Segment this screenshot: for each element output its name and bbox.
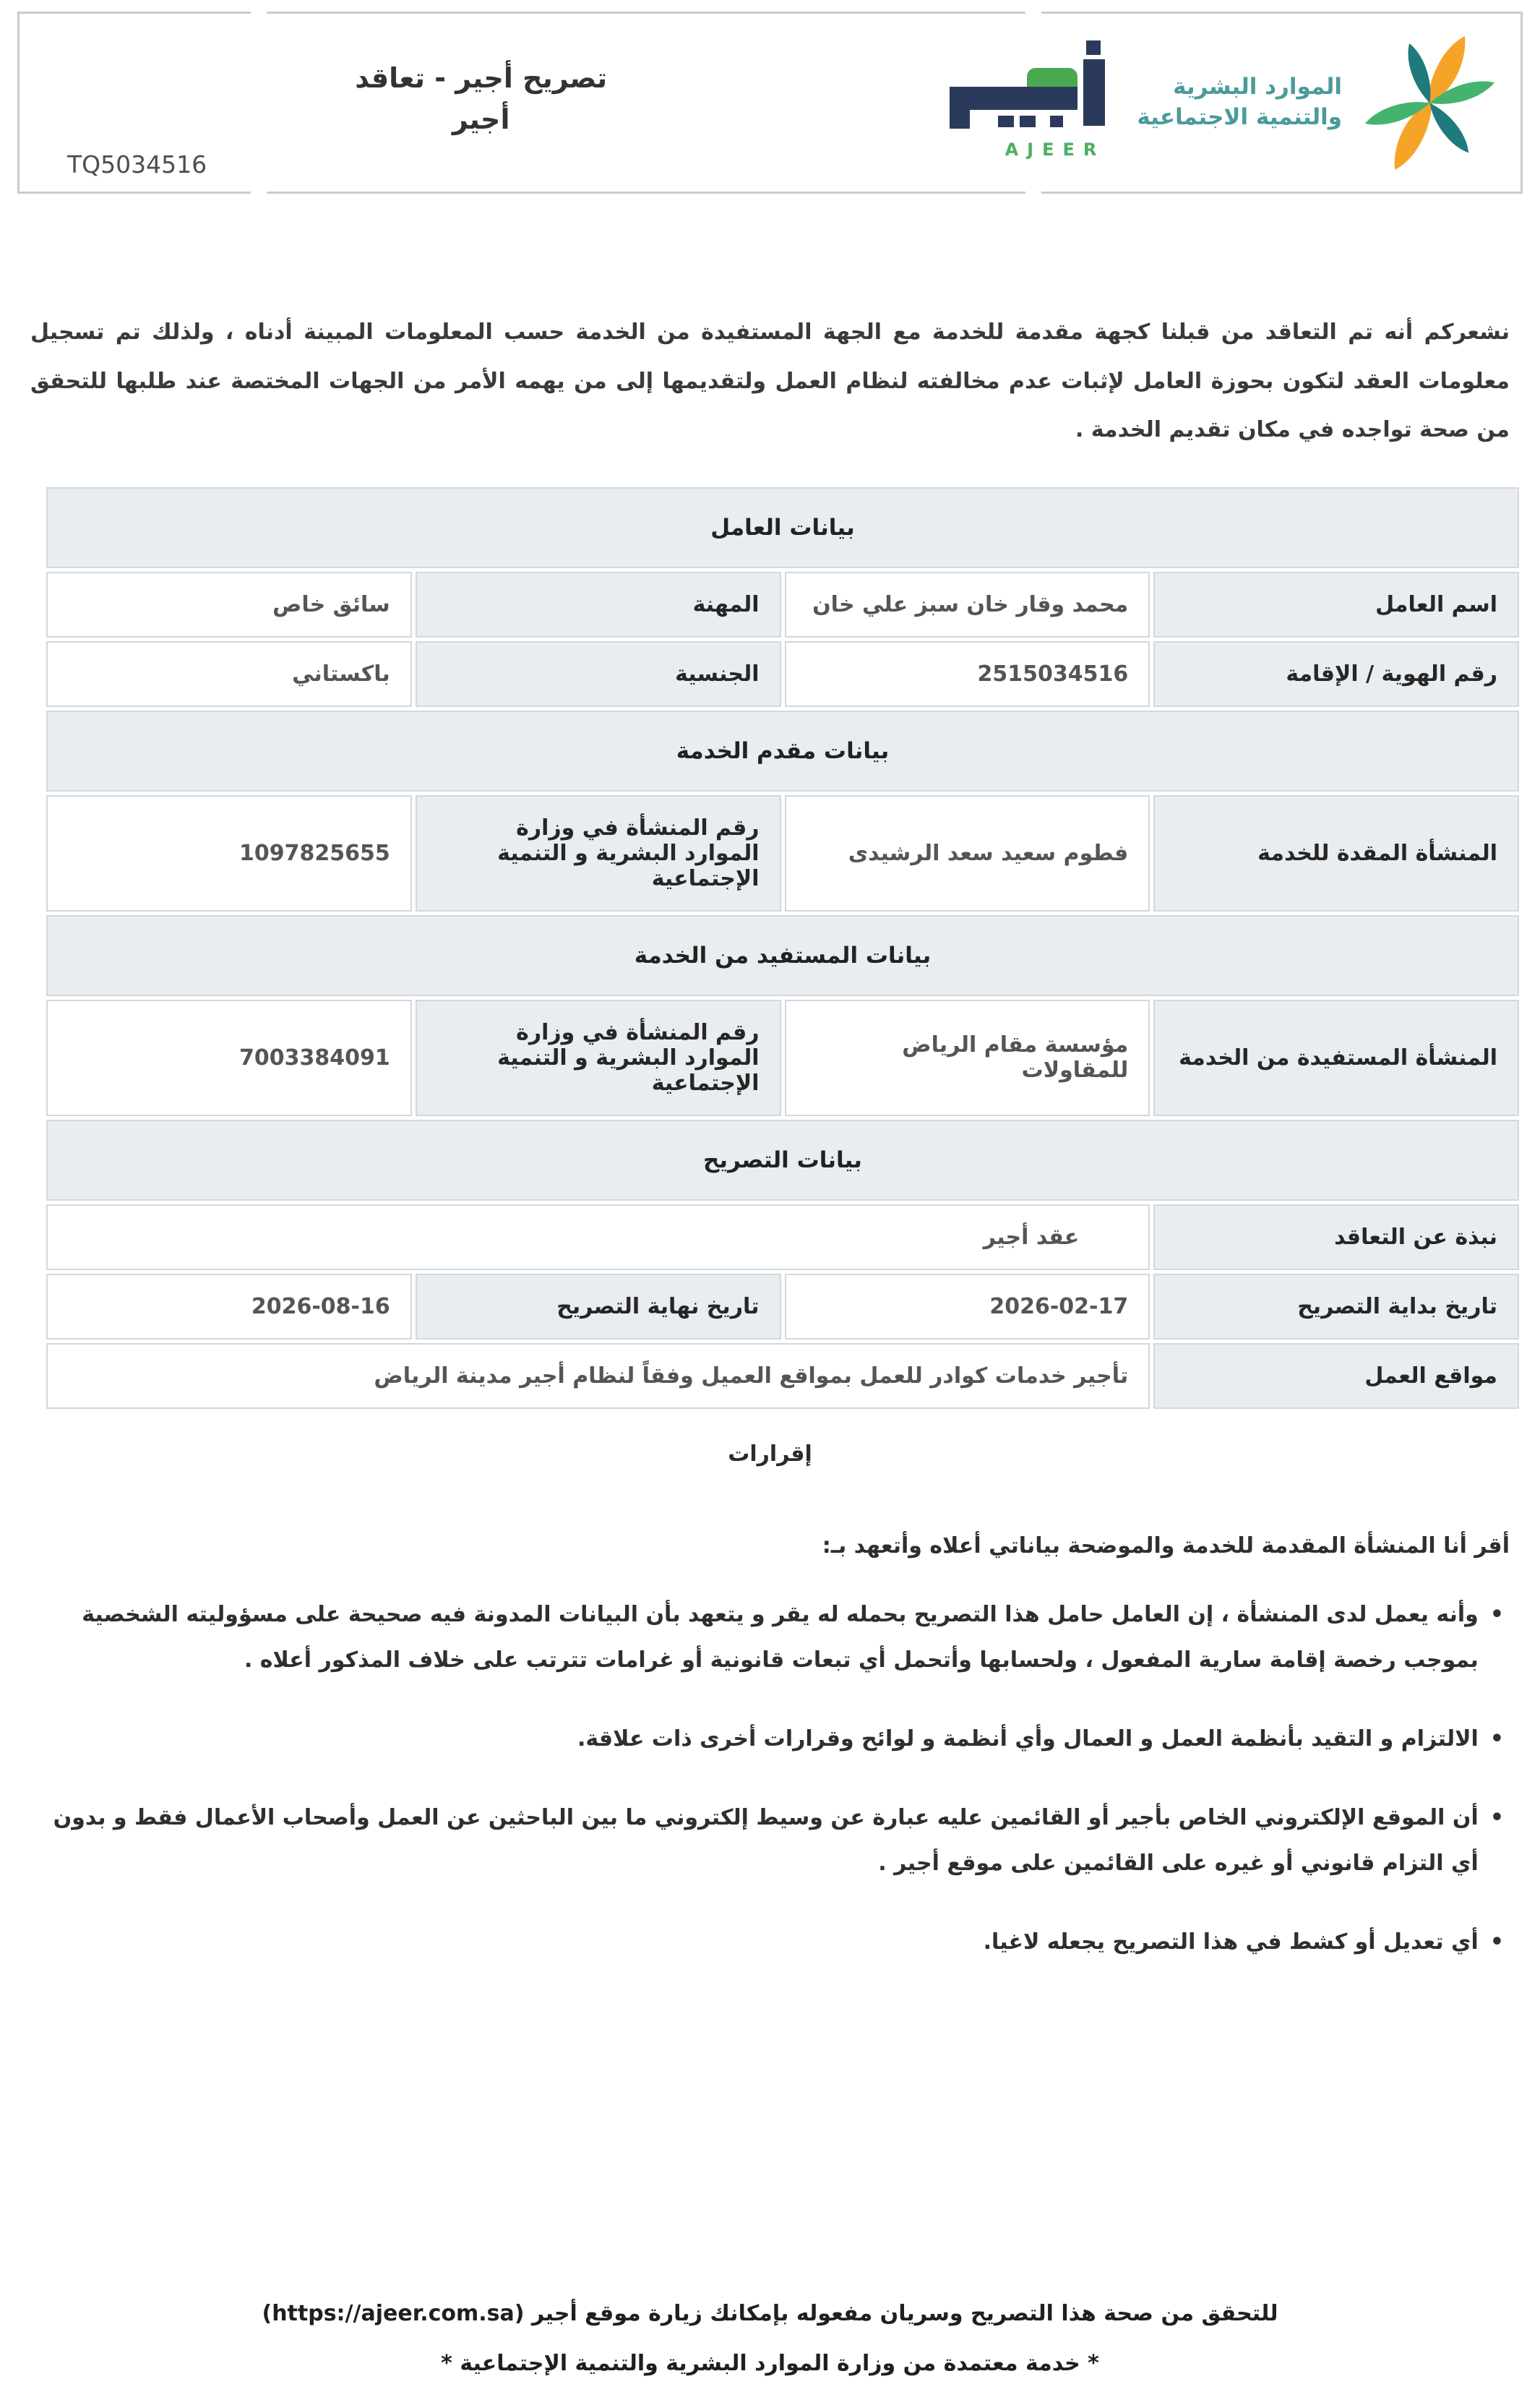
worker-name-label: اسم العامل: [1153, 572, 1519, 638]
id-number-value: 2515034516: [785, 641, 1150, 707]
section-header-permit: [46, 1120, 1519, 1201]
ajeer-logo-icon: [950, 40, 1105, 129]
table-row: [46, 641, 1519, 707]
provider-mol-number-value: 1097825655: [46, 795, 412, 912]
intro-paragraph: نشعركم أنه تم التعاقد من قبلنا كجهة مقدمة للخدمة مع الجهة المستفيدة من الخدمة حسب المعلومات المبينة أدناه ، ولذلك تم تسجيل معلومات العقد لتكون بحوزة العامل لإثبات عدم مخالفته لنظام العمل ولتقديمها إلى من يهمه الأمر من الجهات المختصة عند طلبها للتحقق من صحة تواجده في مكان تقديم الخدمة .: [30, 320, 1510, 442]
contract-summary-value: عقد أجير: [46, 1204, 1150, 1270]
provider-mol-number-label: رقم المنشأة في وزارة الموارد البشرية و التنمية الإجتماعية: [416, 795, 781, 912]
document-header: [17, 12, 1523, 194]
declaration-text: أن الموقع الإلكتروني الخاص بأجير أو القائمين عليه عبارة عن وسيط إلكتروني ما بين الباحثين عن العمل وأصحاب الأعمال فقط و بدون أي التزام قانوني أو غيره على القائمين على موقع أجير .: [53, 1804, 1479, 1876]
declaration-text: الالتزام و التقيد بأنظمة العمل و العمال وأي أنظمة و لوائح وقرارات أخرى ذات علاقة.: [577, 1726, 1479, 1752]
beneficiary-establishment-value: مؤسسة مقام الرياض للمقاولات: [785, 1000, 1150, 1116]
nationality-value: باكستاني: [46, 641, 412, 707]
profession-label: المهنة: [416, 572, 781, 638]
list-item: [36, 1919, 1504, 1965]
ministry-logo-text-line2: والتنمية الاجتماعية: [1137, 104, 1342, 130]
beneficiary-establishment-label: المنشأة المستفيدة من الخدمة: [1153, 1000, 1519, 1116]
section-title-permit: بيانات التصريح: [46, 1120, 1519, 1201]
bullet-icon: •: [1489, 1601, 1504, 1627]
contract-summary-label: نبذة عن التعاقد: [1153, 1204, 1519, 1270]
list-item: [36, 1716, 1504, 1762]
declaration-text: وأنه يعمل لدى المنشأة ، إن العامل حامل هذا التصريح بحمله له يقر و يتعهد بأن البيانات المدونة فيه صحيحة على مسؤوليته الشخصية بموجب رخصة إقامة سارية المفعول ، ولحسابها وأتحمل أي تبعات قانونية أو غرامات تترتب على خلاف المذكور أعلاه .: [82, 1601, 1479, 1673]
provider-establishment-value: فطوم سعيد سعد الرشيدى: [785, 795, 1150, 912]
permit-start-date-value: 2026-02-17: [785, 1274, 1150, 1339]
beneficiary-mol-number-label: رقم المنشأة في وزارة الموارد البشرية و التنمية الإجتماعية: [416, 1000, 781, 1116]
work-locations-label: مواقع العمل: [1153, 1343, 1519, 1409]
section-header-provider: [46, 711, 1519, 792]
document-footer: [0, 2301, 1540, 2376]
table-row: [46, 1274, 1519, 1339]
permit-end-date-value: 2026-08-16: [46, 1274, 412, 1339]
section-title-provider: بيانات مقدم الخدمة: [46, 711, 1519, 792]
permit-end-date-label: تاريخ نهاية التصريح: [416, 1274, 781, 1339]
work-locations-value: تأجير خدمات كوادر للعمل بمواقع العميل وفقاً لنظام أجير مدينة الرياض: [46, 1343, 1150, 1409]
section-title-beneficiary: بيانات المستفيد من الخدمة: [46, 915, 1519, 996]
ajeer-logo-latin-label: AJEER: [1005, 139, 1106, 160]
bullet-icon: •: [1489, 1804, 1504, 1830]
table-row: [46, 795, 1519, 912]
permit-table: [43, 484, 1523, 1413]
ministry-logo-text: [1137, 72, 1342, 133]
section-header-worker: [46, 487, 1519, 568]
table-row: [46, 1343, 1519, 1409]
beneficiary-mol-number-value: 7003384091: [46, 1000, 412, 1116]
footer-accreditation-line: * خدمة معتمدة من وزارة الموارد البشرية والتنمية الإجتماعية *: [441, 2351, 1099, 2376]
list-item: [36, 1795, 1504, 1886]
header-logos: [942, 14, 1520, 192]
declarations-intro: أقر أنا المنشأة المقدمة للخدمة والموضحة بياناتي أعلاه وأتعهد بـ:: [822, 1532, 1510, 1559]
header-border-gap: [251, 10, 267, 14]
section-title-worker: بيانات العامل: [46, 487, 1519, 568]
provider-establishment-label: المنشأة المقدة للخدمة: [1153, 795, 1519, 912]
id-number-label: رقم الهوية / الإقامة: [1153, 641, 1519, 707]
ajeer-logo: [942, 36, 1112, 170]
nationality-label: الجنسية: [416, 641, 781, 707]
section-header-beneficiary: [46, 915, 1519, 996]
table-row: [46, 572, 1519, 638]
declarations-list: [36, 1592, 1504, 1965]
page-title: تصريح أجير - تعاقد أجير: [355, 62, 608, 135]
bullet-icon: •: [1489, 1929, 1504, 1955]
table-row: [46, 1000, 1519, 1116]
profession-value: سائق خاص: [46, 572, 412, 638]
declaration-text: أي تعديل أو كشط في هذا التصريح يجعله لاغيا.: [983, 1929, 1479, 1955]
ministry-logo-text-line1: الموارد البشرية: [1173, 74, 1342, 100]
ministry-logo: [1137, 25, 1507, 181]
header-border-gap: [1025, 191, 1041, 195]
footer-verification-line: للتحقق من صحة هذا التصريح وسريان مفعوله بإمكانك زيارة موقع أجير (https://ajeer.com.sa): [262, 2301, 1278, 2326]
table-row: [46, 1204, 1519, 1270]
document-number: TQ5034516: [67, 150, 207, 179]
bullet-icon: •: [1489, 1726, 1504, 1752]
list-item: [36, 1592, 1504, 1683]
worker-name-value: محمد وقار خان سبز علي خان: [785, 572, 1150, 638]
permit-start-date-label: تاريخ بداية التصريح: [1153, 1274, 1519, 1339]
ministry-star-icon: [1352, 25, 1507, 181]
declarations-title: إقرارات: [728, 1441, 812, 1467]
header-border-gap: [1025, 10, 1041, 14]
header-border-gap: [251, 191, 267, 195]
